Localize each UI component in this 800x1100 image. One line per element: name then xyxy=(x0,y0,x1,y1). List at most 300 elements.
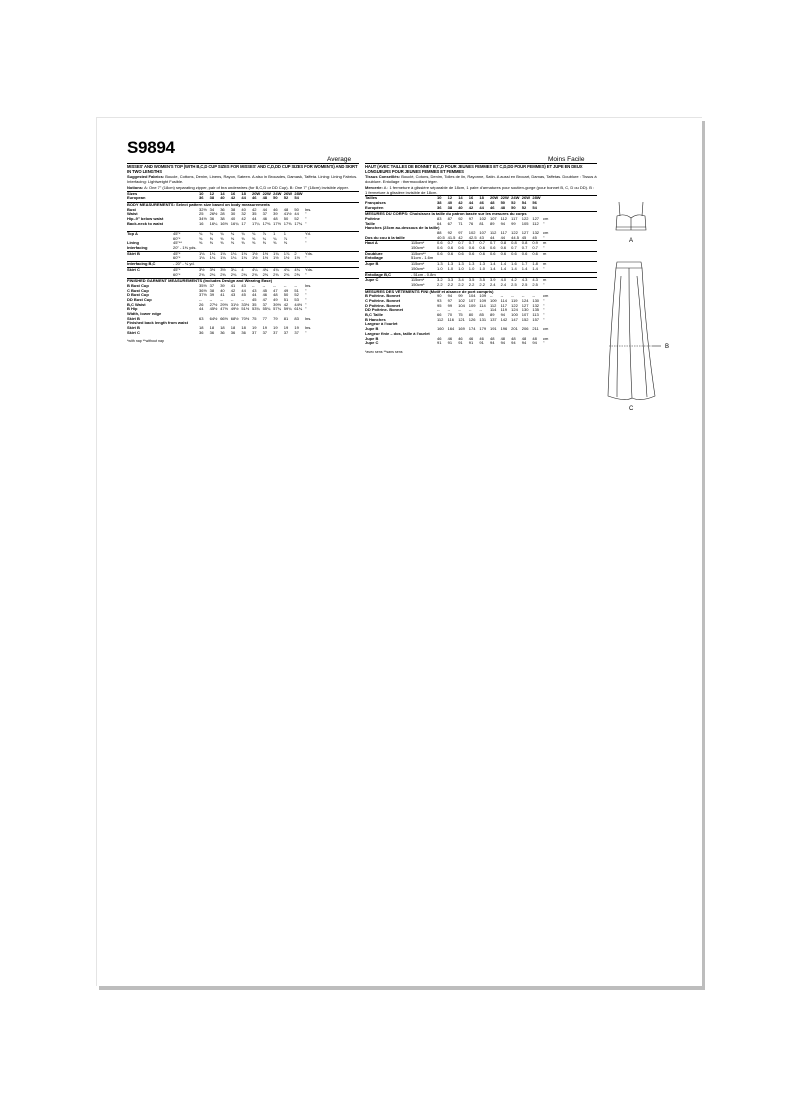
row-value: 0.6 xyxy=(489,250,496,256)
row-value: 0.6 xyxy=(532,250,538,256)
row-value: 1½ xyxy=(262,250,269,256)
row-value: 46 xyxy=(262,215,268,221)
row-value: 41.5 xyxy=(447,234,456,240)
row-value: 16 xyxy=(230,190,236,196)
row-value: 0.7 xyxy=(468,240,475,246)
row-value: 43 xyxy=(479,234,484,240)
row-value: 44 xyxy=(479,204,484,210)
row-label: Finished back length from waist xyxy=(127,320,188,326)
row-value: 24W xyxy=(273,190,282,196)
row-unit: " xyxy=(542,265,545,271)
row-value: 52 xyxy=(521,204,527,210)
row-label: Hip–9" below waist xyxy=(127,215,164,221)
row-value: 92 xyxy=(447,230,453,236)
row-value: 0.6 xyxy=(500,250,507,256)
row-value: -- xyxy=(220,296,223,302)
row-unit: " xyxy=(542,245,545,251)
row-value: ¾ xyxy=(230,231,235,237)
row-label: Sizes xyxy=(127,190,138,196)
row-value: 17¼ xyxy=(251,220,260,226)
row-value: 67 xyxy=(447,220,453,226)
row-value: 124 xyxy=(511,307,518,313)
suggested-fabrics-fr xyxy=(365,175,597,184)
row-unit: Yds. xyxy=(304,266,313,272)
row-value: 130 xyxy=(521,307,529,313)
notions-label: Notions: xyxy=(127,184,144,190)
row-value: 94 xyxy=(521,340,527,346)
row-value: 40 xyxy=(230,215,236,221)
row-value: 49 xyxy=(273,296,278,302)
row-value: 17⅜ xyxy=(262,220,271,226)
row-label: Skirt B xyxy=(127,250,140,256)
row-value: ⅝ xyxy=(273,240,277,246)
row-value: 99 xyxy=(447,302,453,308)
notions-label-fr: Mercerie: xyxy=(365,184,383,190)
row-value: 41½ xyxy=(283,211,292,217)
row-value: 19 xyxy=(283,325,289,331)
row-value: 2.2 xyxy=(437,281,443,287)
figure-c-label: C xyxy=(629,406,634,412)
row-unit: m xyxy=(542,261,547,267)
row-value: 39 xyxy=(273,211,278,217)
row-unit: m xyxy=(542,277,547,283)
row-value: 4.0 xyxy=(500,277,507,283)
row-value: 3½ xyxy=(199,266,205,272)
row-value: 56 xyxy=(532,199,537,205)
row-value: 196 xyxy=(500,326,508,332)
row-value: 37 xyxy=(294,329,299,335)
row-value: 48 xyxy=(283,206,289,212)
row-value: 1⅛ xyxy=(241,250,247,256)
row-value: 44 xyxy=(241,195,246,201)
row-value: 201 xyxy=(511,326,518,332)
row-sub: - 51cm - 0.8m xyxy=(411,271,436,277)
row-value: 117 xyxy=(500,302,507,308)
row-value: 75 xyxy=(251,315,257,321)
row-unit: Yds. xyxy=(304,250,313,256)
row-value: 20W xyxy=(489,195,499,201)
row-value: 53 xyxy=(294,296,299,302)
finished-measurements-table-fr xyxy=(365,294,597,346)
row-value: 1.4 xyxy=(521,265,528,271)
row-value: 95 xyxy=(437,302,442,308)
row-sub: 45"* xyxy=(173,266,181,272)
row-value: 88 xyxy=(437,230,442,236)
row-label: Jupe C xyxy=(365,277,379,283)
row-value: 30 xyxy=(230,211,236,217)
row-value: 119 xyxy=(500,307,507,313)
row-unit: " xyxy=(304,215,307,221)
fabrics-label: Suggested Fabrics: xyxy=(127,174,165,180)
row-value: 37 xyxy=(209,282,215,288)
row-value: 112 xyxy=(532,220,539,226)
row-label: C Bust Cup xyxy=(127,287,149,293)
row-value: ⅝ xyxy=(251,240,256,246)
row-label: Bust xyxy=(127,206,136,212)
row-unit: " xyxy=(304,255,307,261)
row-value: 107 xyxy=(479,230,487,236)
row-value: 94 xyxy=(500,312,506,318)
row-unit: m xyxy=(542,250,547,256)
row-value: ⅝ xyxy=(199,240,203,246)
row-value: 1½ xyxy=(294,255,300,261)
row-sub: 150cm* xyxy=(411,281,425,287)
row-unit: Ins. xyxy=(304,282,312,288)
row-label: Entoilage B,C xyxy=(365,271,392,277)
row-value: 104 xyxy=(468,293,476,299)
row-value: 94 xyxy=(511,340,516,346)
table-row xyxy=(127,273,359,278)
top-a-drawing xyxy=(616,202,646,230)
row-value: ⅝ xyxy=(262,240,266,246)
row-value: 51½ xyxy=(241,306,250,312)
row-value: 48 xyxy=(500,335,506,341)
row-value: 19 xyxy=(262,325,268,331)
row-value: 46 xyxy=(489,204,495,210)
row-value: 19 xyxy=(294,325,299,331)
row-unit: " xyxy=(304,220,307,226)
row-value: ⅝ xyxy=(230,235,235,241)
row-value: 35 xyxy=(251,211,257,217)
row-value: 2⅜ xyxy=(220,271,226,277)
row-value: -- xyxy=(283,282,287,288)
english-content xyxy=(127,165,359,344)
finished-measurements-heading-fr: MESURES DES VÊTEMENTS FINI (Motif et aisance de port compris) xyxy=(365,289,597,295)
row-value: 100 xyxy=(511,312,518,318)
row-unit: " xyxy=(304,235,307,241)
row-label: D Bust Cup xyxy=(127,292,149,298)
row-value: ¾ xyxy=(199,231,203,237)
row-label: Largeur finie – dos, taille à l'ourlet xyxy=(365,330,430,336)
row-value: 38 xyxy=(230,206,236,212)
row-value: 1 xyxy=(283,231,286,237)
notions-fr xyxy=(365,186,597,195)
row-value: 4.3 xyxy=(521,277,528,283)
row-value: 104 xyxy=(458,302,465,308)
row-value: 2.5 xyxy=(521,281,528,287)
row-label: Skirt B xyxy=(127,315,140,321)
row-value: 46 xyxy=(468,335,474,341)
row-value: 14 xyxy=(458,195,463,201)
row-value: 14 xyxy=(220,190,225,196)
row-label: Waist xyxy=(127,211,138,217)
row-value: 160 xyxy=(437,326,444,332)
row-value: ⅝ xyxy=(209,240,213,246)
row-value: 114 xyxy=(479,302,486,308)
row-value: 18 xyxy=(209,325,215,331)
row-value: 20W xyxy=(251,190,261,196)
row-value: 2⅝ xyxy=(251,271,258,277)
row-value: 48 xyxy=(262,195,268,201)
row-value: 28W xyxy=(294,190,303,196)
row-value: 94 xyxy=(447,293,453,299)
row-sub: 60"* xyxy=(173,255,181,261)
european-sizes-row xyxy=(127,196,359,201)
row-value: -- xyxy=(521,293,525,299)
row-label: Lining xyxy=(127,240,139,246)
row-label: DD Bust Cup xyxy=(127,296,152,302)
row-value: 2.2 xyxy=(479,281,485,287)
row-label: Skirt B xyxy=(127,325,140,331)
row-label: Skirt C xyxy=(127,329,140,335)
row-unit: " xyxy=(542,340,545,346)
row-value: 0.7 xyxy=(511,245,517,251)
row-unit: m xyxy=(542,240,547,246)
row-value: 1.3 xyxy=(447,261,454,267)
row-value: 48 xyxy=(532,335,537,341)
row-value: 26½ xyxy=(209,211,218,217)
row-value: 40 xyxy=(241,206,246,212)
row-value: 0.6 xyxy=(447,245,454,251)
row-value: 48 xyxy=(489,199,495,205)
row-value: 27½ xyxy=(209,301,218,307)
row-unit: cm xyxy=(542,326,549,332)
row-value: 29½ xyxy=(220,301,228,307)
row-value: 102 xyxy=(458,298,465,303)
row-value: 206 xyxy=(521,326,529,332)
row-value: 0.6 xyxy=(437,250,443,256)
row-value: 1⅛ xyxy=(220,255,226,261)
row-value: 48 xyxy=(273,215,278,221)
row-value: 48 xyxy=(489,335,495,341)
row-value: 52 xyxy=(511,199,516,205)
row-value: 10 xyxy=(199,190,204,196)
row-label: Interfacing B,C xyxy=(127,261,156,267)
row-value: 122 xyxy=(521,215,529,221)
row-value: 4.3 xyxy=(532,277,538,283)
row-sub: 115cm* xyxy=(411,261,425,267)
row-value: 80 xyxy=(468,312,474,318)
row-value: 35½ xyxy=(199,282,207,288)
row-unit: " xyxy=(542,307,545,313)
row-sub xyxy=(173,331,199,336)
row-label: B,C Waist xyxy=(127,301,146,307)
row-sub xyxy=(173,196,199,201)
row-value: 51 xyxy=(294,287,299,293)
row-value: 16¾ xyxy=(230,220,239,226)
row-value: 122 xyxy=(511,230,518,236)
row-value: 127 xyxy=(521,302,529,308)
row-value: ⅝ xyxy=(241,235,245,241)
row-value: 46 xyxy=(437,335,442,341)
row-value: ¾ xyxy=(251,231,256,237)
row-value: 0.6 xyxy=(468,250,475,256)
row-value: ¾ xyxy=(273,235,277,241)
row-value: 121 xyxy=(458,316,465,322)
row-value: -- xyxy=(199,296,202,302)
row-unit: " xyxy=(542,316,545,322)
row-value: 42 xyxy=(468,204,474,210)
row-value: 3½ xyxy=(209,266,216,272)
row-value: 1.7 xyxy=(521,261,528,267)
row-value: 107 xyxy=(521,312,529,318)
row-value: 0.6 xyxy=(489,245,496,251)
row-value: 94 xyxy=(489,340,495,346)
row-value: 18 xyxy=(241,325,246,331)
row-value: 109 xyxy=(489,298,497,303)
row-sub: 150cm* xyxy=(411,265,425,271)
row-value: 24W xyxy=(511,195,520,201)
row-value: 1½ xyxy=(273,255,279,261)
row-value: 55¾ xyxy=(262,306,271,312)
row-value: 91 xyxy=(447,340,453,346)
row-value: 4¾ xyxy=(283,266,290,272)
row-label: European xyxy=(127,195,146,201)
row-value: ⅝ xyxy=(241,240,245,246)
row-unit: " xyxy=(304,240,307,246)
row-value: -- xyxy=(489,293,493,299)
row-label: Jupe B xyxy=(365,261,379,267)
row-value: 4¾ xyxy=(294,266,300,272)
row-value: 4¼ xyxy=(251,266,258,272)
row-value xyxy=(294,226,305,231)
table-row xyxy=(365,341,597,346)
row-value: 12 xyxy=(209,190,215,196)
row-unit: " xyxy=(304,296,307,302)
row-value: 109 xyxy=(479,298,487,303)
row-unit: " xyxy=(304,271,307,277)
row-value: 1.3 xyxy=(468,261,475,267)
row-value: 42.5 xyxy=(468,234,477,240)
row-label: Tailles xyxy=(365,195,378,201)
row-value: 52 xyxy=(283,195,289,201)
row-value: 45 xyxy=(251,296,257,302)
body-measurements-heading-fr: MESURES DU CORPS: Choisissez la taille du patron basée sur les mesures du corps xyxy=(365,211,597,217)
row-unit: Ins. xyxy=(304,325,312,331)
row-value: 1.0 xyxy=(447,265,454,271)
row-value: 46 xyxy=(273,206,278,212)
row-value: 114 xyxy=(489,307,497,313)
row-unit: " xyxy=(304,329,307,335)
row-value: 132 xyxy=(532,230,540,236)
row-value: 44.5 xyxy=(511,234,519,240)
row-value: 46 xyxy=(447,335,453,341)
row-value: 32 xyxy=(241,211,246,217)
row-value: 127 xyxy=(532,215,540,221)
row-value: 54 xyxy=(532,204,537,210)
row-value: 17¾ xyxy=(294,220,303,226)
row-unit xyxy=(305,196,315,201)
row-sub: 115cm* xyxy=(411,277,425,283)
row-value: 16½ xyxy=(220,220,228,226)
row-value: 1⅞ xyxy=(283,250,290,256)
row-value: 2⅝ xyxy=(283,271,290,277)
row-value: 45 xyxy=(262,287,268,293)
row-value: ¾ xyxy=(241,231,245,237)
row-value: ¾ xyxy=(262,235,266,241)
row-label: D Poitrine- Bonnet xyxy=(365,302,401,308)
row-value: 36½ xyxy=(199,287,207,293)
row-value: 66½ xyxy=(220,315,228,321)
row-value: 37½ xyxy=(199,292,207,298)
row-value: 40 xyxy=(220,287,225,293)
pattern-number: S9894 xyxy=(127,138,175,157)
row-value: 42 xyxy=(458,199,463,205)
row-label: Jupe C xyxy=(365,340,379,346)
row-value: 42 xyxy=(230,287,236,293)
row-value: 2.5 xyxy=(511,281,517,287)
row-value: 112 xyxy=(437,316,444,322)
footnote-fr: *avec sens **sans sens xyxy=(365,349,403,354)
row-value: 44 xyxy=(251,292,257,298)
row-value: 28W xyxy=(532,195,541,201)
row-value: 116 xyxy=(447,316,454,322)
footnote: *with nap **without nap xyxy=(127,339,164,344)
row-value: 1⅛ xyxy=(220,250,226,256)
row-value: 105 xyxy=(521,220,529,226)
row-label xyxy=(365,267,411,272)
row-value: 1.4 xyxy=(500,265,507,271)
row-value: 94 xyxy=(500,220,506,226)
row-value: 45 xyxy=(521,234,527,240)
row-value: 43 xyxy=(241,282,246,288)
row-value: 0.7 xyxy=(532,245,538,251)
row-value: 99 xyxy=(511,220,516,226)
row-value: 53¾ xyxy=(251,306,260,312)
row-value: -- xyxy=(209,296,213,302)
row-unit: " xyxy=(542,281,545,287)
row-value: 1⅛ xyxy=(209,250,216,256)
row-value: 0.6 xyxy=(447,250,454,256)
row-value: 112 xyxy=(489,230,497,236)
row-value: 52 xyxy=(294,292,299,298)
row-value: -- xyxy=(251,282,255,288)
row-value: 1 xyxy=(273,231,276,237)
row-value: 0.7 xyxy=(521,245,528,251)
row-value: 48 xyxy=(500,204,506,210)
row-value: 36 xyxy=(230,329,236,335)
row-value: 49 xyxy=(283,287,289,293)
row-value: 79 xyxy=(273,315,278,321)
row-value: 119 xyxy=(511,298,518,303)
row-value: 4¾ xyxy=(273,266,279,272)
row-value: 34½ xyxy=(199,215,207,221)
row-label: Jupe B xyxy=(365,335,379,341)
row-value: 0.7 xyxy=(458,240,464,246)
row-value: -- xyxy=(241,296,245,302)
row-unit: " xyxy=(304,211,307,217)
row-value: 46 xyxy=(479,199,484,205)
table-row xyxy=(365,283,597,288)
row-value: 1⅛ xyxy=(230,255,237,261)
row-label: C Poitrine- Bonnet xyxy=(365,298,401,303)
row-value: 36 xyxy=(220,206,225,212)
pattern-title-fr: HAUT (AVEC TAILLES DE BONNET B,C,D POUR JEUNES FEMMES ET C,D,DD POUR FEMMES) ET JUPE EN DEUX LONGUEURS POUR JEUNES FEMMES ET FEMMES xyxy=(365,164,583,174)
suggested-fabrics xyxy=(127,175,359,184)
row-value: 91 xyxy=(437,340,442,346)
row-value: 3¼ xyxy=(230,266,237,272)
row-unit: " xyxy=(542,298,545,303)
row-value: -- xyxy=(511,293,514,299)
row-value: 107 xyxy=(468,298,476,303)
row-label: Dos du cou à la taille xyxy=(365,234,405,240)
row-value: 33½ xyxy=(241,301,250,307)
row-value: 63 xyxy=(199,315,204,321)
row-value: 19 xyxy=(251,325,257,331)
skirt-drawing xyxy=(608,262,661,400)
row-unit: cm xyxy=(542,335,549,341)
row-value: 36 xyxy=(209,215,215,221)
row-value: ⅝ xyxy=(230,240,235,246)
row-value: 191 xyxy=(489,326,497,332)
row-value: 70½ xyxy=(241,315,250,321)
figure-a-label: A xyxy=(629,238,634,244)
row-sub xyxy=(411,206,437,211)
row-value: 16¼ xyxy=(209,220,218,226)
row-value: 1.0 xyxy=(437,265,443,271)
row-value: 38 xyxy=(209,195,215,201)
row-value: ¾ xyxy=(220,231,224,237)
